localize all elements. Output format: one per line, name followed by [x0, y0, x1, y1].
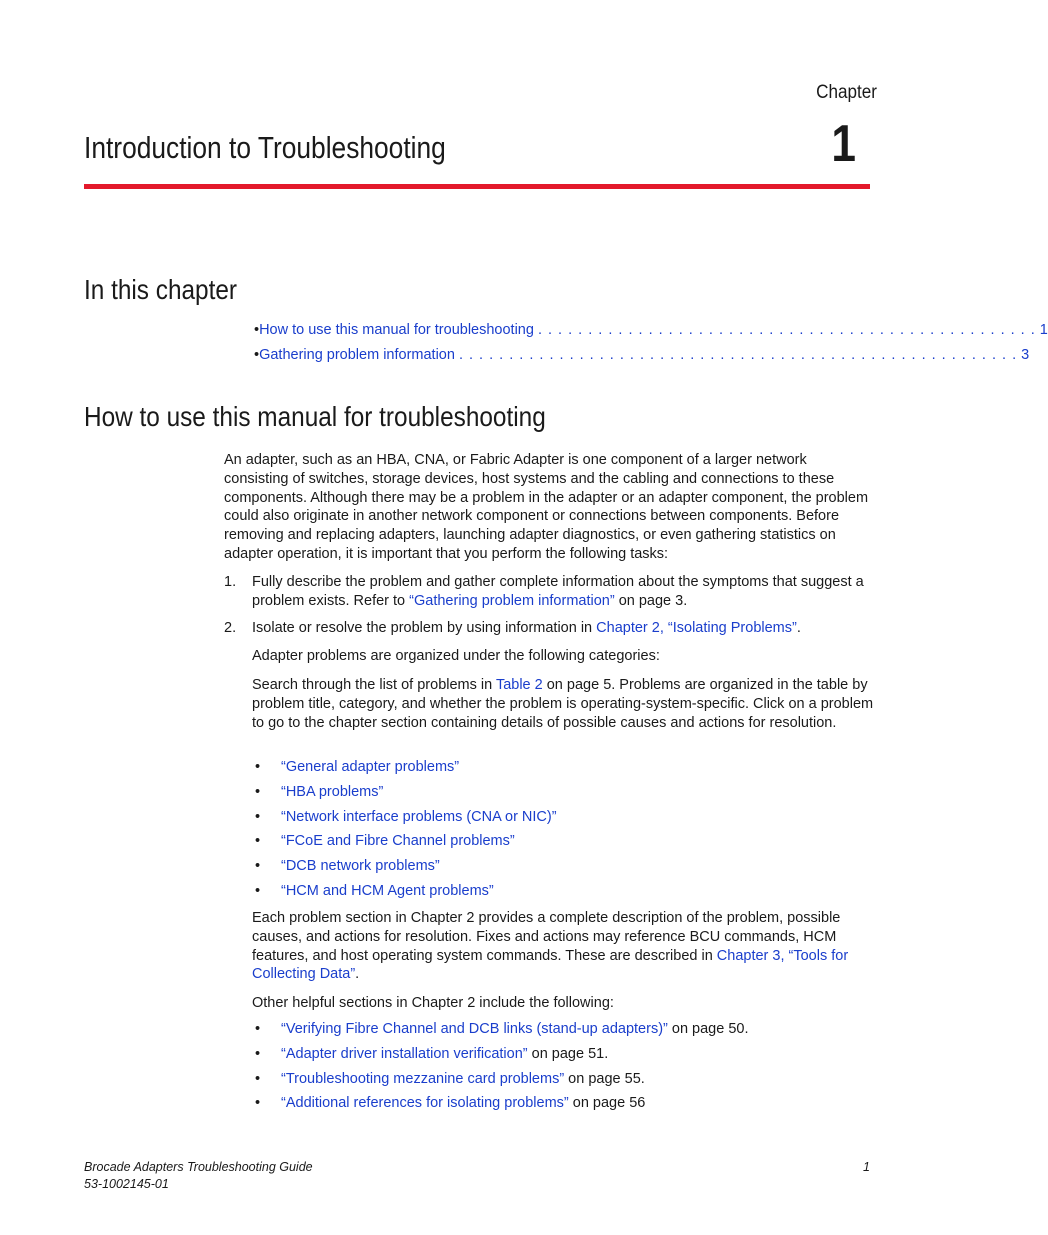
page-ref: on page 55.: [564, 1070, 645, 1087]
list-item: [252, 1021, 874, 1046]
toc-link[interactable]: Gathering problem information: [259, 347, 455, 363]
list-item: [252, 1071, 874, 1096]
page-ref: on page 56: [568, 1095, 646, 1112]
footer-page-number: 1: [863, 1160, 870, 1174]
category-link[interactable]: “DCB network problems”: [281, 858, 440, 875]
category-link[interactable]: “HCM and HCM Agent problems”: [281, 882, 494, 899]
step-number: 1.: [224, 574, 237, 590]
list-bullet: •: [255, 833, 261, 850]
list-bullet: •: [255, 808, 261, 825]
categories-intro: Adapter problems are organized under the following categories:: [252, 648, 660, 664]
toc-entry[interactable]: [254, 347, 1030, 363]
chapter-number: 1: [831, 115, 856, 173]
each-section-paragraph: [252, 909, 874, 984]
category-link[interactable]: “General adapter problems”: [281, 759, 460, 775]
paragraph-text-part: Search through the list of problems in: [252, 677, 496, 693]
section-link[interactable]: “Troubleshooting mezzanine card problems”: [281, 1070, 565, 1087]
step-text: [252, 619, 874, 638]
list-bullet: •: [255, 783, 261, 800]
table-2-link[interactable]: Table 2: [495, 677, 543, 693]
chapter-title-rule: [84, 184, 870, 189]
list-bullet: •: [255, 759, 261, 775]
paragraph-text-part: on page 5. Problems are organized in the table by problem title, category, and whether the problem is operating-system-specific. Click on a problem to go to the chapter section containing details of possible causes and actions for resolution.: [252, 677, 874, 731]
section-link[interactable]: “Additional references for isolating problems”: [281, 1095, 569, 1112]
list-bullet: •: [255, 858, 261, 875]
step-1: [224, 573, 874, 611]
page-ref: on page 51.: [527, 1045, 609, 1062]
page-ref: on page 50.: [667, 1021, 749, 1037]
chapter-title: Introduction to Troubleshooting: [84, 130, 446, 165]
search-paragraph: [252, 676, 874, 732]
paragraph-text-part: .: [355, 966, 360, 983]
other-sections-list: [252, 1021, 874, 1120]
section-link[interactable]: “Verifying Fibre Channel and DCB links (stand-up adapters)”: [281, 1021, 668, 1037]
list-item: [252, 1046, 874, 1071]
list-item: [252, 809, 874, 834]
in-this-chapter-heading: In this chapter: [84, 274, 238, 305]
list-item: [252, 784, 874, 809]
footer-doc-title: Brocade Adapters Troubleshooting Guide: [84, 1160, 313, 1174]
intro-paragraph: An adapter, such as an HBA, CNA, or Fabric Adapter is one component of a larger network consisting of switches, storage devices, host systems and the cabling and connections to these components. Although there may be a problem in the adapter or an adapter component, the problem could also originate in another network component or connections between components. Before removing and replacing adapters, launching adapter diagnostics, or even gathering statistics on adapter operation, it is important that you perform the following tasks:: [224, 452, 869, 562]
step-2: [224, 619, 874, 638]
category-link[interactable]: “HBA problems”: [281, 783, 384, 800]
toc-page-link[interactable]: 3: [1021, 347, 1030, 363]
list-bullet: •: [255, 1021, 261, 1037]
list-bullet: •: [255, 1045, 261, 1062]
toc-leader-dots: . . . . . . . . . . . . . . . . . . . . . . . . . . . . . . . . . . . . . . . . . . . . . . . . . . . . . . . .: [458, 347, 1018, 363]
toc-entry[interactable]: [254, 322, 1048, 338]
list-bullet: •: [255, 1070, 261, 1087]
step-text: [252, 573, 874, 611]
footer-doc-id: 53-1002145-01: [84, 1177, 169, 1191]
category-link[interactable]: “Network interface problems (CNA or NIC)”: [281, 808, 557, 825]
category-list: [252, 759, 874, 908]
toc-link[interactable]: How to use this manual for troubleshooting: [259, 322, 534, 338]
list-item: [252, 759, 874, 784]
list-bullet: •: [255, 882, 261, 899]
list-item: [252, 1095, 874, 1120]
category-link[interactable]: “FCoE and Fibre Channel problems”: [281, 833, 515, 850]
list-item: [252, 833, 874, 858]
other-sections-intro: Other helpful sections in Chapter 2 include the following:: [252, 995, 614, 1011]
step-text-part: Fully describe the problem and gather complete information about the symptoms that suggest a problem exists. Refer to: [252, 574, 864, 609]
chapter-label: Chapter: [816, 82, 877, 103]
step-text-part: .: [796, 620, 801, 636]
list-bullet: •: [255, 1095, 261, 1112]
gathering-problem-info-link[interactable]: “Gathering problem information”: [409, 592, 615, 609]
toc-bullet: •: [254, 347, 260, 363]
isolating-problems-link[interactable]: Chapter 2, “Isolating Problems”: [596, 620, 797, 636]
section-heading-how-to: How to use this manual for troubleshooting: [84, 401, 546, 432]
section-link[interactable]: “Adapter driver installation verification”: [281, 1045, 528, 1062]
step-text-part: on page 3.: [614, 592, 688, 609]
step-number: 2.: [224, 620, 237, 636]
tools-for-collecting-data-link[interactable]: Chapter 3, “Tools for Collecting Data”: [252, 947, 849, 983]
step-text-part: Isolate or resolve the problem by using information in: [252, 620, 597, 636]
toc-page-link[interactable]: 1: [1039, 322, 1048, 338]
paragraph-text-part: Each problem section in Chapter 2 provides a complete description of the problem, possible causes, and actions for resolution. Fixes and actions may reference BCU commands, HCM features, and host operating system commands. These are described in: [252, 910, 841, 964]
list-item: [252, 858, 874, 883]
list-item: [252, 883, 874, 908]
toc-bullet: •: [254, 322, 260, 338]
toc-leader-dots: . . . . . . . . . . . . . . . . . . . . . . . . . . . . . . . . . . . . . . . . . . . . . . . . . .: [537, 322, 1036, 338]
